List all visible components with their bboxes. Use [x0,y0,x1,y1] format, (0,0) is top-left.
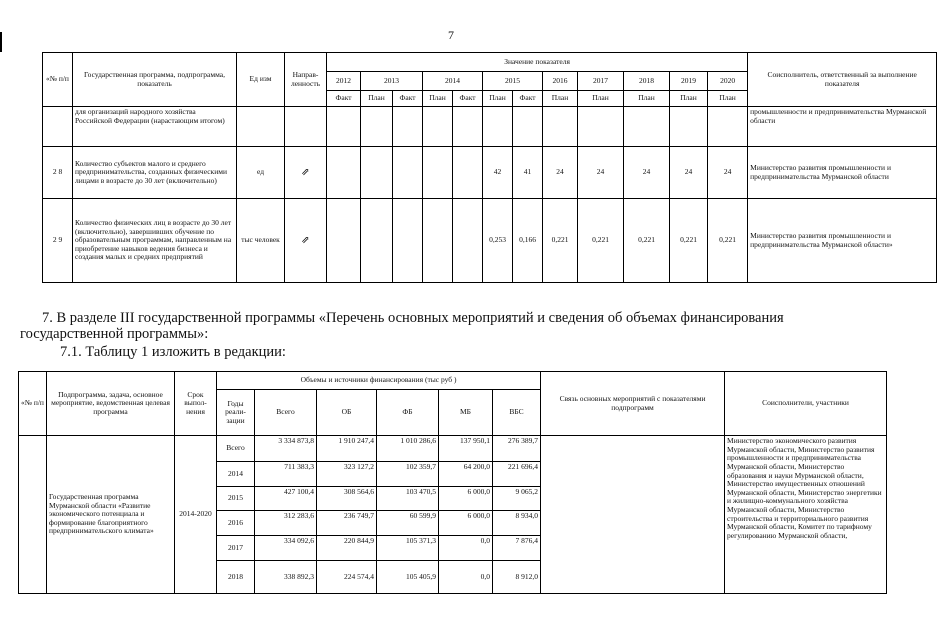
row-responsible: Министерство развития промышленности и предпринимательства Мурманской области [748,147,937,199]
funding-year: Всего [217,436,255,462]
header-program: Подпрограмма, задача, основное мероприятие, ведомственная целевая программа [47,372,175,436]
row-value [624,107,670,147]
header-value: Значение показателя [327,53,748,72]
row-value: 24 [670,147,708,199]
row-value [361,107,393,147]
funding-mb: 6 000,0 [439,511,493,536]
row-value: 42 [483,147,513,199]
header-program: Государственная программа, подпрограмма, показатель [73,53,237,107]
header-num: «№ п/п [19,372,47,436]
funding-vbs: 221 696,4 [493,462,541,487]
margin-bar [0,32,2,52]
year-header: 2013 [361,72,423,91]
funding-year: 2015 [217,487,255,511]
row-value: 41 [513,147,543,199]
program-term: 2014-2020 [175,436,217,594]
header-funding: Объемы и источники финансирования (тыс руб ) [217,372,541,390]
funding-fb: 105 405,9 [377,561,439,594]
funding-total: 3 334 873,8 [255,436,317,462]
row-value: 0,221 [708,199,748,283]
row-num [19,436,47,594]
funding-total: 334 092,6 [255,536,317,561]
funding-mb: 137 950,1 [439,436,493,462]
header-mb: МБ [439,390,493,436]
funding-fb: 102 359,7 [377,462,439,487]
funding-vbs: 276 389,7 [493,436,541,462]
header-vbs: ВБС [493,390,541,436]
coexecutors: Министерство экономического развития Мурманской области, Министерство развития промышленности и предпринимательства Мурманской области, Министерство образования и науки Мурманской области, Министерство имущественных отношений Мурманской области, Министерство энергетики и жилищно-коммунального хозяйства Мурманской области, Министерство строительства и территориального развития Мурманской области, Комитет по тарифному регулированию Мурманской области, [725,436,887,594]
row-value [327,147,361,199]
row-num [43,107,73,147]
subhead: План [543,91,578,107]
funding-total: 338 892,3 [255,561,317,594]
row-value [393,199,423,283]
subhead: План [708,91,748,107]
funding-fb: 105 371,3 [377,536,439,561]
row-value [393,147,423,199]
funding-ob: 323 127,2 [317,462,377,487]
row-value: 0,221 [624,199,670,283]
row-value: 0,166 [513,199,543,283]
row-value [708,107,748,147]
funding-ob: 308 564,6 [317,487,377,511]
subhead: План [670,91,708,107]
year-header: 2018 [624,72,670,91]
paragraph-7-line2: государственной программы»: [20,326,209,342]
row-value [578,107,624,147]
row-value [513,107,543,147]
link-cell [541,436,725,594]
year-header: 2015 [483,72,543,91]
table-row [43,107,937,147]
row-value [393,107,423,147]
header-term: Срок выпол-нения [175,372,217,436]
funding-mb: 64 200,0 [439,462,493,487]
row-value [423,199,453,283]
subhead: План [578,91,624,107]
row-unit: тыс человек [237,199,285,283]
year-header: 2016 [543,72,578,91]
header-coexec: Соисполнители, участники [725,372,887,436]
funding-fb: 60 599,9 [377,511,439,536]
row-value [670,107,708,147]
funding-total: 312 283,6 [255,511,317,536]
row-direction: ⇗ [285,147,327,199]
subhead: План [423,91,453,107]
subhead: Факт [327,91,361,107]
row-value [327,107,361,147]
funding-year: 2017 [217,536,255,561]
funding-ob: 1 910 247,4 [317,436,377,462]
funding-mb: 6 000,0 [439,487,493,511]
row-value: 0,253 [483,199,513,283]
funding-mb: 0,0 [439,536,493,561]
row-value [453,199,483,283]
funding-year: 2016 [217,511,255,536]
row-value: 0,221 [670,199,708,283]
funding-vbs: 7 876,4 [493,536,541,561]
funding-fb: 1 010 286,6 [377,436,439,462]
row-value: 0,221 [543,199,578,283]
table-row [43,199,937,283]
header-years: Годы реали-зации [217,390,255,436]
paragraph-7-1: 7.1. Таблицу 1 изложить в редакции: [60,344,286,360]
funding-table [18,371,887,594]
header-direction: Направ-ленность [285,53,327,107]
subhead: Факт [393,91,423,107]
funding-total: 711 383,3 [255,462,317,487]
header-responsible: Соисполнитель, ответственный за выполнение показателя [748,53,937,107]
funding-fb: 103 470,5 [377,487,439,511]
row-name: Количество субъектов малого и среднего предпринимательства, созданных физическими лицами в возрасте до 30 лет (включительно) [73,147,237,199]
header-fb: ФБ [377,390,439,436]
row-value [361,147,393,199]
year-header: 2020 [708,72,748,91]
row-value: 24 [578,147,624,199]
subhead: План [624,91,670,107]
header-unit: Ед изм [237,53,285,107]
row-value [543,107,578,147]
funding-ob: 220 844,9 [317,536,377,561]
row-unit [237,107,285,147]
row-responsible: Министерство развития промышленности и предпринимательства Мурманской области» [748,199,937,283]
table-row [43,147,937,199]
row-value [327,199,361,283]
table-row [19,436,887,462]
row-name: Количество физических лиц в возрасте до 30 лет (включительно), завершивших обучение по образовательным программам, направленным на приобретение навыков ведения бизнеса и создания малых и средних предприятий [73,199,237,283]
subhead: Факт [513,91,543,107]
program-name: Государственная программа Мурманской области «Развитие экономического потенциала и формирование благоприятного предпринимательского климата» [47,436,175,594]
funding-ob: 236 749,7 [317,511,377,536]
funding-vbs: 9 065,2 [493,487,541,511]
subhead: План [483,91,513,107]
subhead: План [361,91,393,107]
page-number: 7 [448,28,454,42]
funding-year: 2018 [217,561,255,594]
subhead: Факт [453,91,483,107]
header-total: Всего [255,390,317,436]
row-unit: ед [237,147,285,199]
funding-mb: 0,0 [439,561,493,594]
row-value [453,147,483,199]
row-value [423,107,453,147]
funding-ob: 224 574,4 [317,561,377,594]
indicators-table [42,52,937,283]
header-ob: ОБ [317,390,377,436]
row-value [483,107,513,147]
row-value: 24 [624,147,670,199]
funding-vbs: 8 912,0 [493,561,541,594]
funding-total: 427 100,4 [255,487,317,511]
row-value: 24 [708,147,748,199]
row-num: 2 8 [43,147,73,199]
funding-vbs: 8 934,0 [493,511,541,536]
row-name: для организаций народного хозяйства Российской Федерации (нарастающим итогом) [73,107,237,147]
row-value: 24 [543,147,578,199]
row-value [361,199,393,283]
year-header: 2012 [327,72,361,91]
year-header: 2014 [423,72,483,91]
row-value [453,107,483,147]
header-link: Связь основных мероприятий с показателями подпрограмм [541,372,725,436]
row-value [423,147,453,199]
year-header: 2017 [578,72,624,91]
row-num: 2 9 [43,199,73,283]
row-direction: ⇗ [285,199,327,283]
funding-year: 2014 [217,462,255,487]
paragraph-7-line1: 7. В разделе III государственной программы «Перечень основных мероприятий и сведения об объемах финансирования [42,310,784,326]
header-num: «№ п/п [43,53,73,107]
row-direction [285,107,327,147]
row-responsible: промышленности и предпринимательства Мурманской области [748,107,937,147]
row-value: 0,221 [578,199,624,283]
year-header: 2019 [670,72,708,91]
